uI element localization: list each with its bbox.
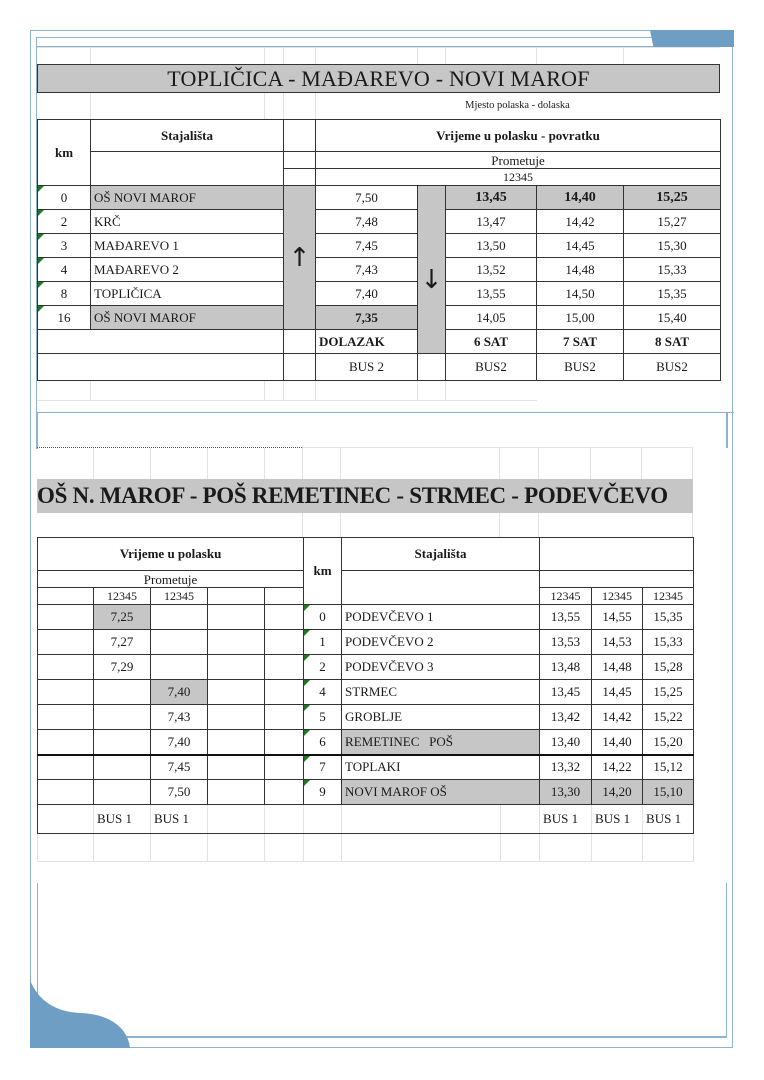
- gridline: [538, 513, 539, 537]
- gridline: [445, 380, 446, 400]
- empty-cell: [643, 834, 694, 862]
- km-cell: 0: [38, 186, 91, 210]
- gridline: [315, 47, 316, 64]
- gridline: [283, 93, 284, 119]
- return-cell: 14,48: [592, 655, 643, 680]
- stop-cell: MAĐAREVO 2: [91, 258, 284, 282]
- departure-time-header: Vrijeme u polasku: [38, 538, 304, 571]
- empty-cell: [91, 152, 284, 186]
- return-cell: 13,48: [540, 655, 592, 680]
- empty-cell: [284, 330, 316, 354]
- empty-cell: [265, 805, 304, 834]
- days-header: 12345: [94, 588, 151, 605]
- return-cell: 15,33: [624, 258, 721, 282]
- return-cell: 13,52: [446, 258, 537, 282]
- stops-header: Stajališta: [91, 120, 284, 152]
- empty-cell: [265, 834, 304, 862]
- gridline: [445, 47, 446, 64]
- empty-cell: [265, 780, 304, 805]
- gridline: [264, 47, 265, 64]
- gridline: [37, 47, 720, 48]
- route-1-title: TOPLIČICA - MAĐAREVO - NOVI MAROF: [37, 64, 720, 93]
- empty-cell: [592, 834, 643, 862]
- table-row: [38, 282, 721, 306]
- table-row: [38, 258, 721, 282]
- empty-cell: [284, 152, 316, 169]
- km-cell: 4: [38, 258, 91, 282]
- bus-cell: BUS2: [446, 354, 537, 381]
- arrow-up-icon: ↑: [284, 186, 316, 330]
- empty-cell: [265, 705, 304, 730]
- empty-cell: [265, 680, 304, 705]
- gridline: [590, 448, 591, 479]
- table-row: [38, 680, 694, 705]
- empty-cell: [265, 588, 304, 605]
- stops-header: Stajališta: [342, 538, 540, 571]
- empty-cell: [304, 805, 342, 834]
- gridline: [37, 400, 537, 401]
- empty-cell: [208, 605, 265, 630]
- empty-cell: [540, 538, 694, 571]
- table-row: [38, 780, 694, 805]
- arrow-down-icon: ↓: [418, 186, 446, 354]
- return-cell: 13,55: [540, 605, 592, 630]
- gridline: [150, 448, 151, 479]
- km-cell: 5: [304, 705, 342, 730]
- days-header: 12345: [316, 169, 721, 186]
- return-cell: 15,22: [643, 705, 694, 730]
- corner-wave-decoration: [30, 980, 130, 1048]
- km-cell: 6: [304, 730, 342, 755]
- route-1-timetable: [37, 119, 721, 381]
- gridline: [90, 380, 91, 400]
- gridline: [499, 448, 500, 479]
- empty-cell: [38, 588, 94, 605]
- stop-cell: REMETINEC POŠ: [342, 730, 540, 755]
- bus-cell: BUS 2: [316, 354, 418, 381]
- route-1-subtitle: Mjesto polaska - dolaska: [465, 100, 570, 111]
- empty-cell: [540, 571, 694, 588]
- table-row: [38, 605, 694, 630]
- table-row: [38, 655, 694, 680]
- km-cell: 3: [38, 234, 91, 258]
- return-cell: 13,53: [540, 630, 592, 655]
- table-row: [38, 755, 694, 780]
- empty-cell: [208, 588, 265, 605]
- departure-cell: 7,50: [316, 186, 418, 210]
- empty-cell: [265, 755, 304, 780]
- arrival-hour: 8 SAT: [624, 330, 721, 354]
- departure-cell: 7,35: [316, 306, 418, 330]
- return-cell: 14,40: [592, 730, 643, 755]
- km-cell: 16: [38, 306, 91, 330]
- empty-cell: [208, 705, 265, 730]
- empty-cell: [418, 354, 446, 381]
- return-cell: 14,48: [537, 258, 624, 282]
- gridline: [283, 380, 284, 400]
- bus-cell: BUS 1: [592, 805, 643, 834]
- table-row: [38, 630, 694, 655]
- section-2-frame: [37, 883, 727, 1038]
- frame-top-band: [36, 37, 656, 47]
- return-cell: 15,10: [643, 780, 694, 805]
- arrival-hour: 6 SAT: [446, 330, 537, 354]
- return-cell: 13,55: [446, 282, 537, 306]
- km-cell: 8: [38, 282, 91, 306]
- departure-cell: [94, 755, 151, 780]
- time-header: Vrijeme u polasku - povratku: [316, 120, 721, 152]
- route-2-timetable: [37, 537, 694, 862]
- km-cell: 7: [304, 755, 342, 780]
- arrival-hour: 7 SAT: [537, 330, 624, 354]
- stop-cell: MAĐAREVO 1: [91, 234, 284, 258]
- gridline: [623, 47, 624, 64]
- empty-cell: [284, 169, 316, 186]
- departure-cell: [94, 730, 151, 755]
- empty-cell: [304, 834, 342, 862]
- km-cell: 0: [304, 605, 342, 630]
- empty-cell: [284, 354, 316, 381]
- km-cell: 2: [38, 210, 91, 234]
- return-cell: 15,35: [624, 282, 721, 306]
- stop-cell: NOVI MAROF OŠ: [342, 780, 540, 805]
- frame-divider-right: [726, 413, 728, 448]
- gridline: [93, 448, 94, 479]
- empty-cell: [540, 834, 592, 862]
- days-header: 12345: [151, 588, 208, 605]
- gridline: [340, 513, 341, 537]
- table-row: [38, 705, 694, 730]
- bus-cell: BUS2: [537, 354, 624, 381]
- route-2-title: OŠ N. MAROF - POŠ REMETINEC - STRMEC - PODEVČEVO: [37, 479, 693, 513]
- return-cell: 14,45: [592, 680, 643, 705]
- empty-cell: [265, 630, 304, 655]
- empty-cell: [342, 805, 501, 834]
- blank-row: [38, 834, 694, 862]
- km-cell: 2: [304, 655, 342, 680]
- departure-cell: [94, 705, 151, 730]
- departure-cell: 7,50: [151, 780, 208, 805]
- empty-cell: [38, 605, 94, 630]
- return-cell: 13,45: [446, 186, 537, 210]
- return-cell: 13,30: [540, 780, 592, 805]
- departure-cell: 7,48: [316, 210, 418, 234]
- gridline: [302, 447, 693, 448]
- stop-cell: TOPLIČICA: [91, 282, 284, 306]
- empty-cell: [265, 730, 304, 755]
- empty-cell: [208, 755, 265, 780]
- gridline: [264, 380, 265, 400]
- stop-cell: PODEVČEVO 3: [342, 655, 540, 680]
- return-cell: 15,25: [624, 186, 721, 210]
- departure-cell: [151, 630, 208, 655]
- empty-cell: [208, 834, 265, 862]
- departure-cell: [151, 655, 208, 680]
- return-cell: 14,45: [537, 234, 624, 258]
- km-cell: 4: [304, 680, 342, 705]
- empty-cell: [38, 780, 94, 805]
- bus-cell: BUS2: [624, 354, 721, 381]
- departure-cell: [151, 605, 208, 630]
- return-cell: 13,45: [540, 680, 592, 705]
- return-cell: 15,27: [624, 210, 721, 234]
- bus-row: [38, 805, 694, 834]
- departure-cell: 7,40: [151, 730, 208, 755]
- empty-cell: [208, 780, 265, 805]
- days-header: 12345: [643, 588, 694, 605]
- departure-cell: 7,29: [94, 655, 151, 680]
- return-cell: 13,47: [446, 210, 537, 234]
- page-break-line: [37, 447, 302, 448]
- empty-cell: [38, 630, 94, 655]
- return-cell: 13,40: [540, 730, 592, 755]
- frame-divider-left: [36, 413, 38, 449]
- departure-cell: [94, 780, 151, 805]
- gridline: [90, 93, 91, 119]
- bus-cell: BUS 1: [540, 805, 592, 834]
- table-row: [38, 210, 721, 234]
- gridline: [641, 448, 642, 479]
- days-header: 12345: [592, 588, 643, 605]
- empty-cell: [38, 680, 94, 705]
- empty-cell: [38, 805, 94, 834]
- empty-cell: [284, 120, 316, 152]
- gridline: [90, 47, 91, 64]
- return-cell: 15,33: [643, 630, 694, 655]
- gridline: [283, 47, 284, 64]
- empty-cell: [501, 834, 540, 862]
- return-cell: 15,25: [643, 680, 694, 705]
- empty-cell: [208, 655, 265, 680]
- return-cell: 14,05: [446, 306, 537, 330]
- empty-cell: [342, 571, 540, 605]
- stop-cell: PODEVČEVO 1: [342, 605, 540, 630]
- empty-cell: [208, 630, 265, 655]
- return-cell: 14,50: [537, 282, 624, 306]
- stop-cell: KRČ: [91, 210, 284, 234]
- return-cell: 15,30: [624, 234, 721, 258]
- return-cell: 14,42: [537, 210, 624, 234]
- return-cell: 13,50: [446, 234, 537, 258]
- gridline: [302, 513, 303, 537]
- return-cell: 15,28: [643, 655, 694, 680]
- gridline: [207, 448, 208, 479]
- empty-cell: [38, 655, 94, 680]
- empty-cell: [208, 680, 265, 705]
- stop-cell: OŠ NOVI MAROF: [91, 306, 284, 330]
- gridline: [538, 448, 539, 479]
- empty-cell: [151, 834, 208, 862]
- return-cell: 14,53: [592, 630, 643, 655]
- empty-cell: [38, 834, 94, 862]
- departure-cell: 7,43: [151, 705, 208, 730]
- return-cell: 15,20: [643, 730, 694, 755]
- gridline: [264, 93, 265, 119]
- return-cell: 13,32: [540, 755, 592, 780]
- return-cell: 14,40: [537, 186, 624, 210]
- gridline: [264, 448, 265, 479]
- stop-cell: PODEVČEVO 2: [342, 630, 540, 655]
- table-row: [38, 234, 721, 258]
- departure-cell: 7,27: [94, 630, 151, 655]
- bus-cell: BUS 1: [94, 805, 151, 834]
- bus-cell: BUS 1: [151, 805, 208, 834]
- departure-cell: [94, 680, 151, 705]
- table-row: [38, 186, 721, 210]
- gridline: [340, 448, 341, 479]
- km-cell: 1: [304, 630, 342, 655]
- gridline: [315, 380, 316, 400]
- empty-cell: [208, 805, 265, 834]
- empty-cell: [38, 354, 284, 381]
- departure-cell: 7,40: [316, 282, 418, 306]
- empty-cell: [94, 834, 151, 862]
- gridline: [302, 448, 303, 479]
- stop-cell: STRMEC: [342, 680, 540, 705]
- departure-cell: 7,25: [94, 605, 151, 630]
- runs-header: Prometuje: [38, 571, 304, 588]
- departure-cell: 7,45: [151, 755, 208, 780]
- return-cell: 15,00: [537, 306, 624, 330]
- empty-cell: [38, 755, 94, 780]
- runs-header: Prometuje: [316, 152, 721, 169]
- stop-cell: GROBLJE: [342, 705, 540, 730]
- empty-cell: [208, 730, 265, 755]
- gridline: [417, 47, 418, 64]
- table-row: [38, 730, 694, 755]
- gridline: [536, 47, 537, 64]
- stop-cell: TOPLAKI: [342, 755, 540, 780]
- km-header: km: [38, 120, 91, 186]
- gridline: [499, 513, 500, 537]
- return-cell: 14,55: [592, 605, 643, 630]
- empty-cell: [38, 330, 284, 354]
- bus-row: [38, 354, 721, 381]
- empty-cell: [265, 605, 304, 630]
- bus-cell: BUS 1: [643, 805, 694, 834]
- departure-cell: 7,45: [316, 234, 418, 258]
- empty-cell: [265, 655, 304, 680]
- km-cell: 9: [304, 780, 342, 805]
- stop-cell: OŠ NOVI MAROF: [91, 186, 284, 210]
- return-cell: 14,42: [592, 705, 643, 730]
- days-header: 12345: [540, 588, 592, 605]
- km-header: km: [304, 538, 342, 605]
- empty-cell: [501, 805, 540, 834]
- arrival-label: DOLAZAK: [316, 330, 418, 354]
- departure-cell: 7,43: [316, 258, 418, 282]
- arrival-row: [38, 330, 721, 354]
- return-cell: 15,40: [624, 306, 721, 330]
- return-cell: 13,42: [540, 705, 592, 730]
- return-cell: 14,22: [592, 755, 643, 780]
- corner-tab-decoration: [650, 30, 734, 47]
- return-cell: 14,20: [592, 780, 643, 805]
- return-cell: 15,35: [643, 605, 694, 630]
- departure-cell: 7,40: [151, 680, 208, 705]
- return-cell: 15,12: [643, 755, 694, 780]
- empty-cell: [38, 705, 94, 730]
- table-row: [38, 306, 721, 330]
- empty-cell: [38, 730, 94, 755]
- gridline: [417, 380, 418, 400]
- empty-cell: [342, 834, 501, 862]
